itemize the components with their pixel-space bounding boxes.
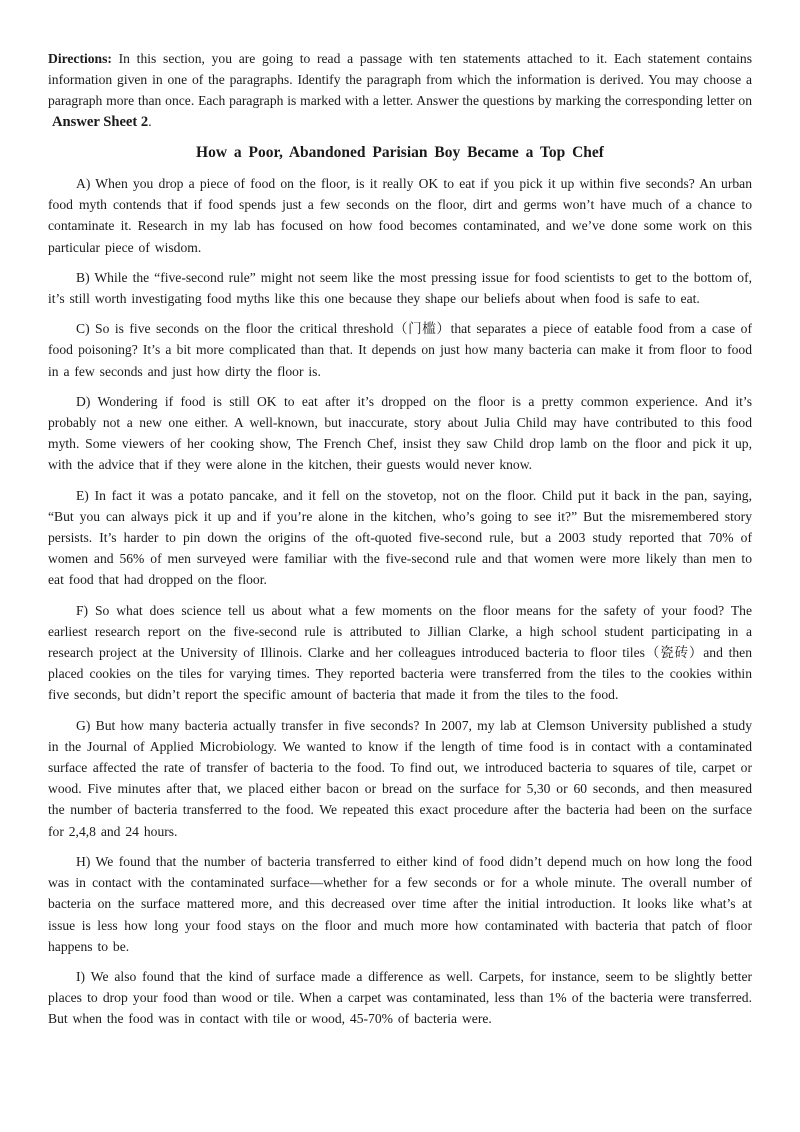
paragraph-d: D) Wondering if food is still OK to eat after it’s dropped on the floor is a pretty common experience. And it’s probably not a new one either. A well-known, but inaccurate, story about Julia Child may have contributed to this food myth. Some viewers of her cooking show, The French Chef, insist they saw Child drop lamb on the floor and pick it up, with the advice that if they were alone in the kitchen, their guests would never know. <box>48 393 752 473</box>
passage-title: How a Poor, Abandoned Parisian Boy Became a Top Chef <box>196 144 604 161</box>
paragraph-i: I) We also found that the kind of surface made a difference as well. Carpets, for instance, seem to be slightly better places to drop your food than wood or tile. When a carpet was contaminated, less than 1% of the bacteria were transferred. But when the food was in contact with tile or wood, 45-70% of bacteria were. <box>48 968 752 1027</box>
paragraph-h: H) We found that the number of bacteria transferred to either kind of food didn’t depend much on how long the food was in contact with the contaminated surface—whether for a few seconds or for a whole minute. The overall number of bacteria on the surface mattered more, and this decreased over time after the initial introduction. It looks like what’s at issue is less how long your food stays on the floor and much more how contaminated with bacteria that patch of floor happens to be. <box>48 853 752 954</box>
directions <box>48 48 752 133</box>
paragraph-f: F) So what does science tell us about what a few moments on the floor means for the safety of your food? The earliest research report on the five-second rule is attributed to Jillian Clarke, a high school student participating in a research project at the University of Illinois. Clarke and her colleagues introduced bacteria to floor tiles（瓷砖）and then placed cookies on the tiles for varying times. They reported bacteria were transferred from the tiles to the cookies within five seconds, but didn’t report the specific amount of bacteria that made it from the tiles to the food. <box>48 602 752 703</box>
paragraph-e: E) In fact it was a potato pancake, and it fell on the stovetop, not on the floor. Child put it back in the pan, saying, “But you can always pick it up and if you’re alone in the kitchen, who’s going to see it?” But the misremembered story persists. It’s harder to pin down the origins of the oft-quoted five-second rule, but a 2003 study reported that 70% of women and 56% of men surveyed were familiar with the five-second rule and that women were more likely than men to eat food that had dropped on the floor. <box>48 487 752 588</box>
answer-sheet-label: Answer Sheet 2 <box>52 114 149 130</box>
paragraph-c: C) So is five seconds on the floor the critical threshold（门槛）that separates a piece of eatable food from a case of food poisoning? It’s a bit more complicated than that. It depends on just how many bacteria can make it from floor to food in a few seconds and just how dirty the floor is. <box>48 321 752 379</box>
paragraph-b: B) While the “five-second rule” might not seem like the most pressing issue for food scientists to get to the bottom of, it’s still worth investigating food myths like this one because they shape our beliefs about when food is safe to eat. <box>48 269 752 307</box>
directions-text: In this section, you are going to read a passage with ten statements attached to it. Each statement contains information given in one of the paragraphs. Identify the paragraph from which the information is derived. You may choose a paragraph more than once. Each paragraph is marked with a letter. Answer the questions by marking the corresponding letter on <box>48 51 752 108</box>
paragraph-g: G) But how many bacteria actually transfer in five seconds? In 2007, my lab at Clemson University published a study in the Journal of Applied Microbiology. We wanted to know if the length of time food is in contact with a contaminated surface affected the rate of transfer of bacteria to the food. To find out, we introduced bacteria to squares of tile, carpet or wood. Five minutes after that, we placed either bacon or bread on the surface for 5,30 or 60 seconds, and then measured the number of bacteria transferred to the food. We repeated this exact procedure after the bacteria had been on the surface for 2,4,8 and 24 hours. <box>48 717 752 839</box>
directions-end: . <box>148 114 152 129</box>
directions-label: Directions: <box>48 51 112 66</box>
paragraph-a: A) When you drop a piece of food on the floor, is it really OK to eat if you pick it up within five seconds? An urban food myth contends that if food spends just a few seconds on the floor, dirt and germs won’t have much of a chance to contaminate it. Research in my lab has focused on how food becomes contaminated, and we’ve done some work on this particular piece of wisdom. <box>48 176 752 255</box>
